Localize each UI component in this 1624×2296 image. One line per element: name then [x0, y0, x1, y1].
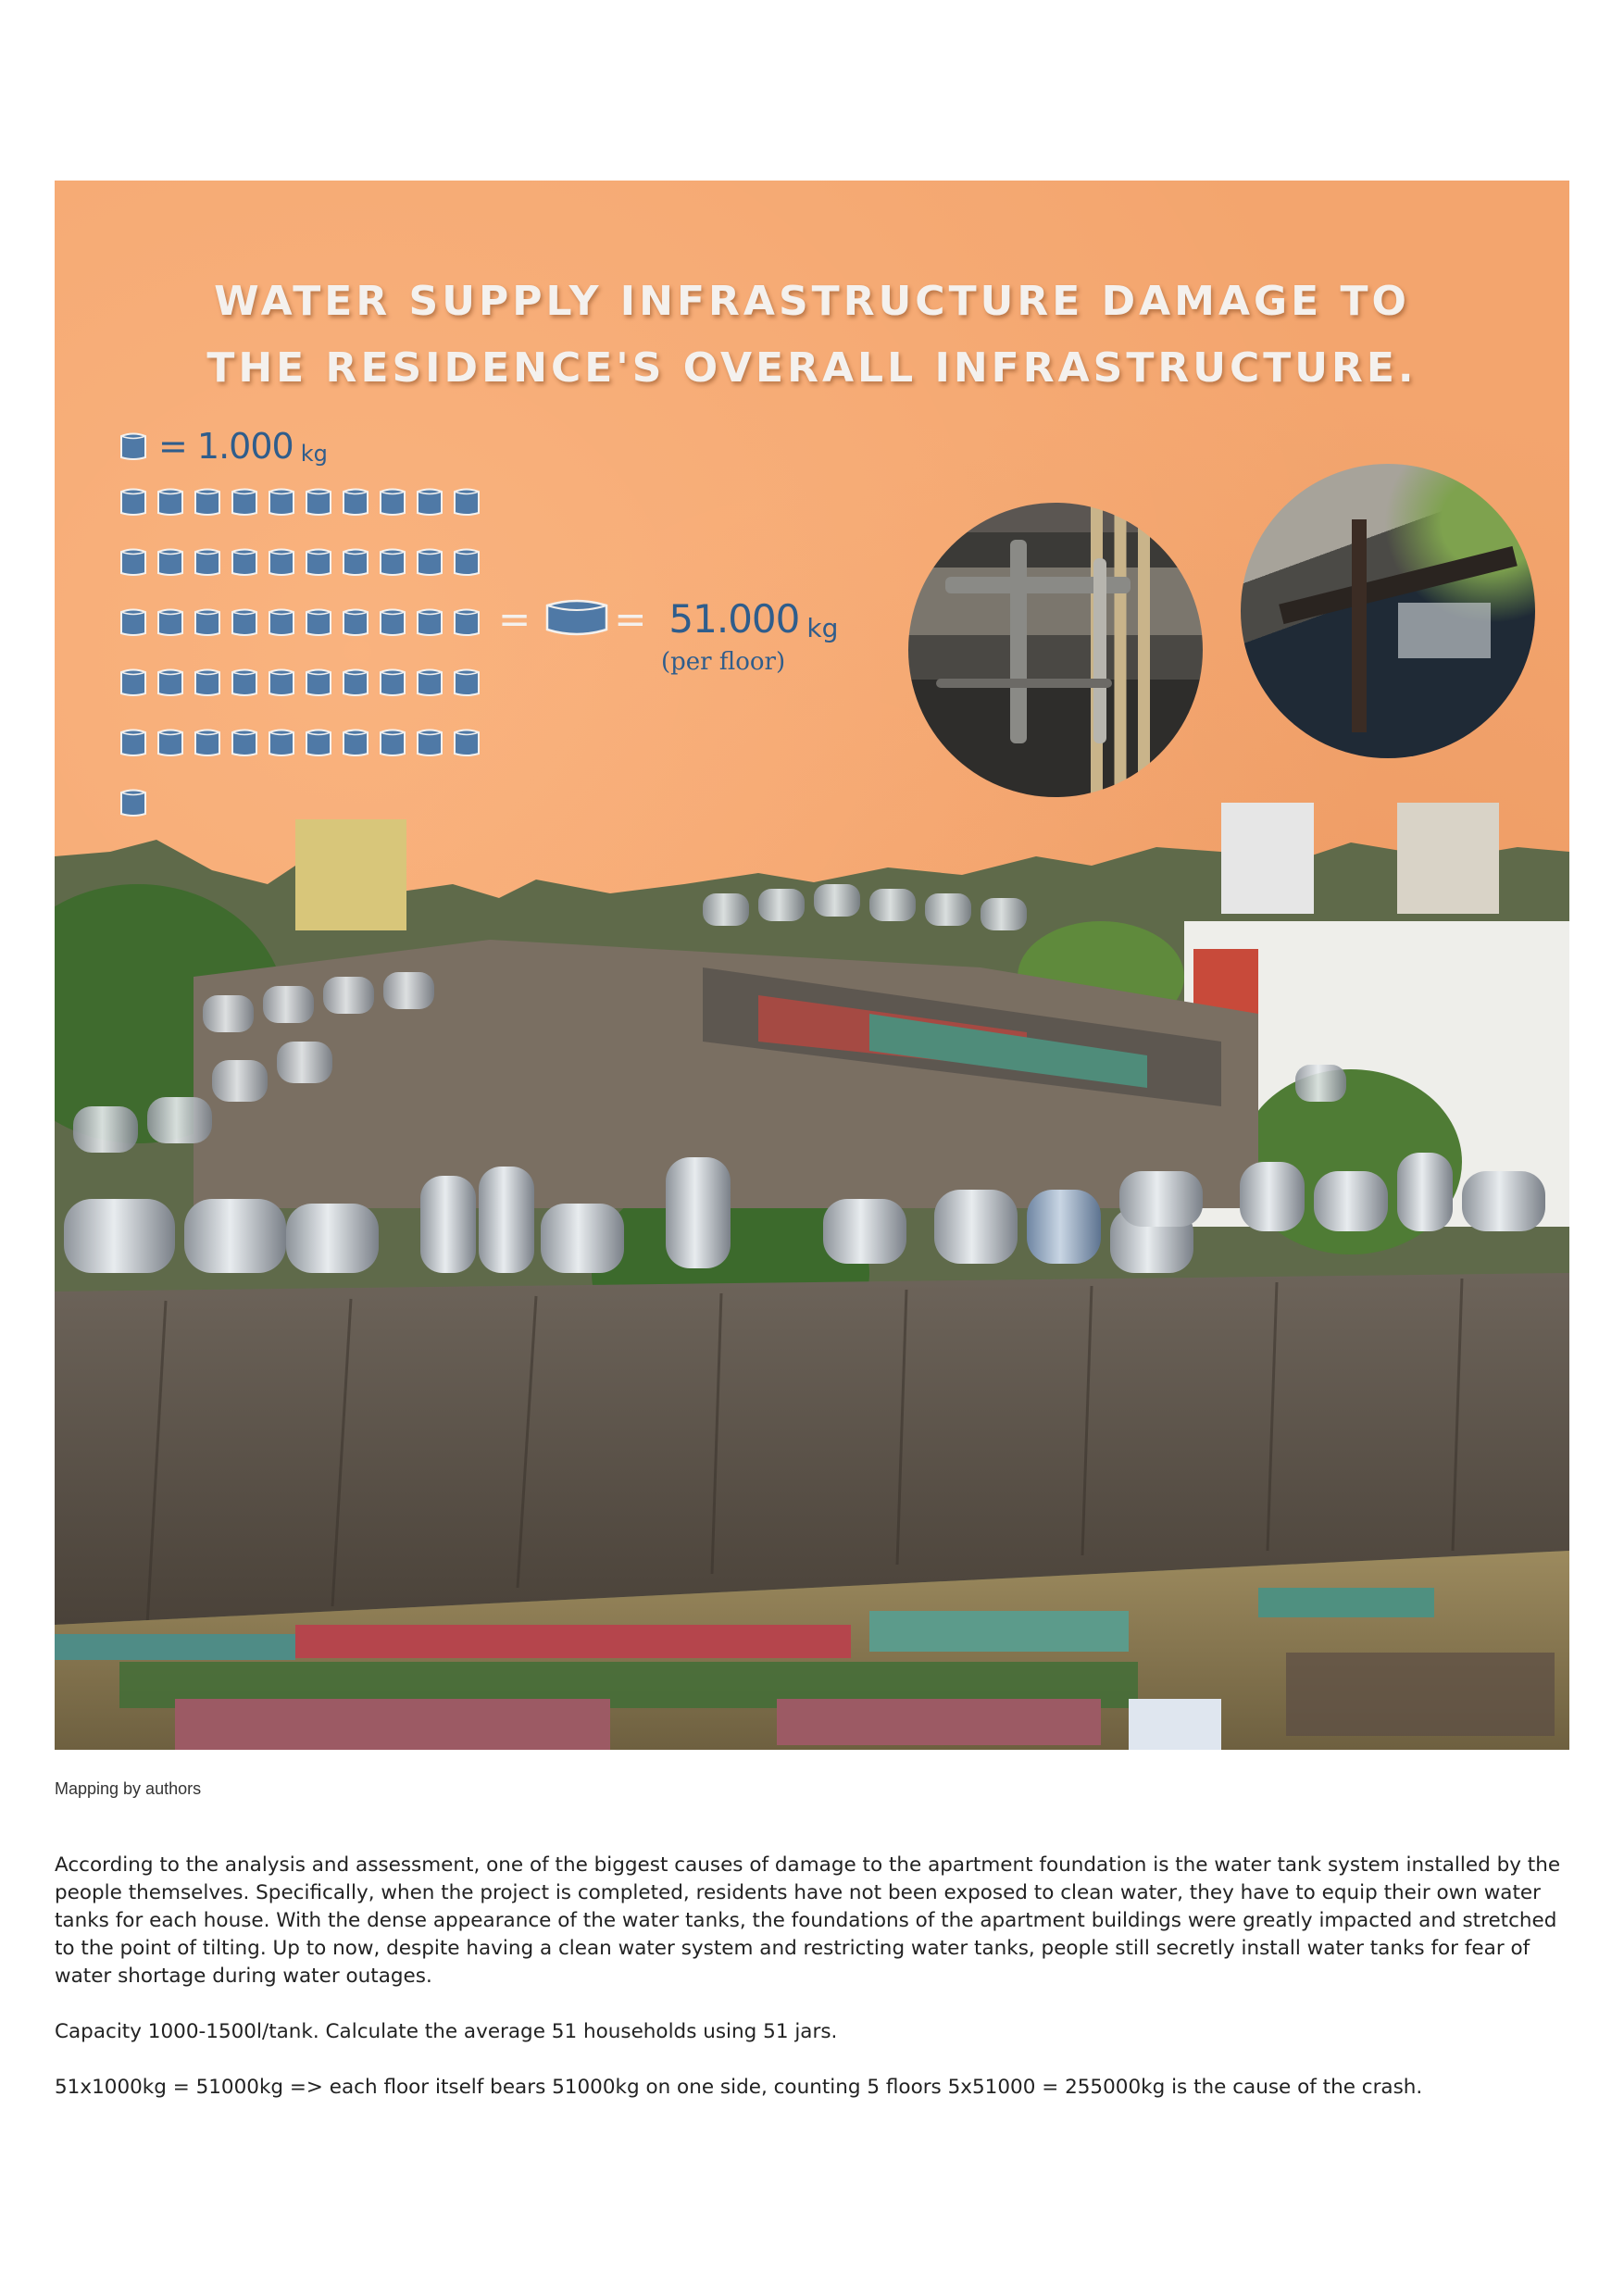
water-tank-icon: [266, 546, 297, 578]
water-tank-icon: [340, 606, 371, 638]
legend-unit: kg: [300, 441, 328, 467]
poster-title: [55, 268, 1569, 402]
water-tank-icon: [303, 486, 334, 518]
water-tank-icon: [155, 486, 186, 518]
total-equation: [494, 591, 838, 646]
tank-row: [118, 606, 479, 645]
water-tank-icon: [414, 486, 445, 518]
water-tank-icon: [451, 486, 482, 518]
damaged-structure-photo: [1241, 464, 1535, 758]
water-tank-icon: [192, 486, 223, 518]
water-tank-icon: [229, 606, 260, 638]
water-tank-icon: [340, 667, 371, 698]
water-tank-icon: [414, 667, 445, 698]
water-tank-icon: [266, 667, 297, 698]
per-floor-label: (per floor): [661, 648, 786, 676]
water-tank-icon: [303, 727, 334, 758]
water-tank-icon: [377, 667, 408, 698]
water-tank-icon: [340, 546, 371, 578]
tank-row: [118, 546, 479, 585]
tank-row: [118, 787, 479, 826]
total-unit: kg: [806, 612, 839, 643]
water-tank-icon: [266, 606, 297, 638]
water-tank-icon: [118, 430, 149, 462]
water-tank-icon: [340, 486, 371, 518]
water-tank-icon: [192, 606, 223, 638]
water-tank-icon: [118, 787, 149, 818]
water-tank-icon: [229, 486, 260, 518]
equals-sign: =: [498, 595, 531, 642]
water-tank-icon: [303, 546, 334, 578]
equals-sign-2: =: [614, 595, 647, 642]
water-tank-icon: [303, 606, 334, 638]
water-tank-icon: [155, 546, 186, 578]
water-tank-icon: [377, 486, 408, 518]
water-tank-icon: [192, 727, 223, 758]
water-tank-icon: [414, 727, 445, 758]
tank-row: [118, 727, 479, 766]
tank-row: [118, 486, 479, 525]
water-tank-icon: [377, 606, 408, 638]
water-tank-icon: [192, 667, 223, 698]
water-tank-icon: [118, 546, 149, 578]
water-tank-icon: [451, 606, 482, 638]
water-tank-icon: [266, 727, 297, 758]
figure-caption: Mapping by authors: [55, 1779, 202, 1798]
water-tank-icon: [118, 727, 149, 758]
water-tank-icon: [229, 727, 260, 758]
water-tank-icon: [340, 727, 371, 758]
rooftop-photo: [55, 181, 1569, 1750]
water-tank-icon: [451, 546, 482, 578]
paragraph-calculation: 51x1000kg = 51000kg => each floor itself bears 51000kg on one side, counting 5 floors 5x51000 = 255000kg is the cause of the crash.: [55, 2076, 1423, 2099]
title-line-2: THE RESIDENCE'S OVERALL INFRASTRUCTURE.: [206, 344, 1418, 392]
water-tank-icon: [118, 667, 149, 698]
water-tank-icon: [377, 546, 408, 578]
water-tank-icon: [118, 606, 149, 638]
water-tank-icon: [414, 606, 445, 638]
water-tank-icon: [229, 667, 260, 698]
paragraph-capacity: Capacity 1000-1500l/tank. Calculate the average 51 households using 51 jars.: [55, 2020, 838, 2043]
water-tank-icon: [155, 667, 186, 698]
title-line-1: WATER SUPPLY INFRASTRUCTURE DAMAGE TO: [214, 278, 1410, 325]
water-tank-icon: [118, 486, 149, 518]
pipes-photo: [908, 503, 1203, 797]
water-tank-icon: [414, 546, 445, 578]
body-text: [55, 1852, 1569, 2129]
infographic-poster: [55, 181, 1569, 1750]
water-tank-icon: [377, 727, 408, 758]
water-tank-icon: [155, 606, 186, 638]
water-tank-icon: [303, 667, 334, 698]
water-tank-icon: [451, 727, 482, 758]
legend-value: = 1.000: [158, 426, 294, 467]
legend: [118, 423, 328, 469]
water-tank-icon: [451, 667, 482, 698]
water-tank-icon: [192, 546, 223, 578]
tank-row: [118, 667, 479, 705]
paragraph-analysis: According to the analysis and assessment, one of the biggest causes of damage to the apartment foundation is the water tank system installed by the people themselves. Specifically, when the project is completed, residents have not been exposed to clean water, they have to equip their own water tanks for each house. With the dense appearance of the water tanks, the foundations of the apartment buildings were greatly impacted and stretched to the point of tilting. Up to now, despite having a clean water system and restricting water tanks, people still secretly install water tanks for fear of water shortage during water outages.: [55, 1853, 1561, 1988]
water-tank-icon: [266, 486, 297, 518]
tank-grid: [118, 486, 479, 847]
water-tank-icon: [229, 546, 260, 578]
total-weight: 51.000: [668, 595, 800, 642]
water-tank-icon: [155, 727, 186, 758]
large-tank-icon: [543, 598, 610, 639]
